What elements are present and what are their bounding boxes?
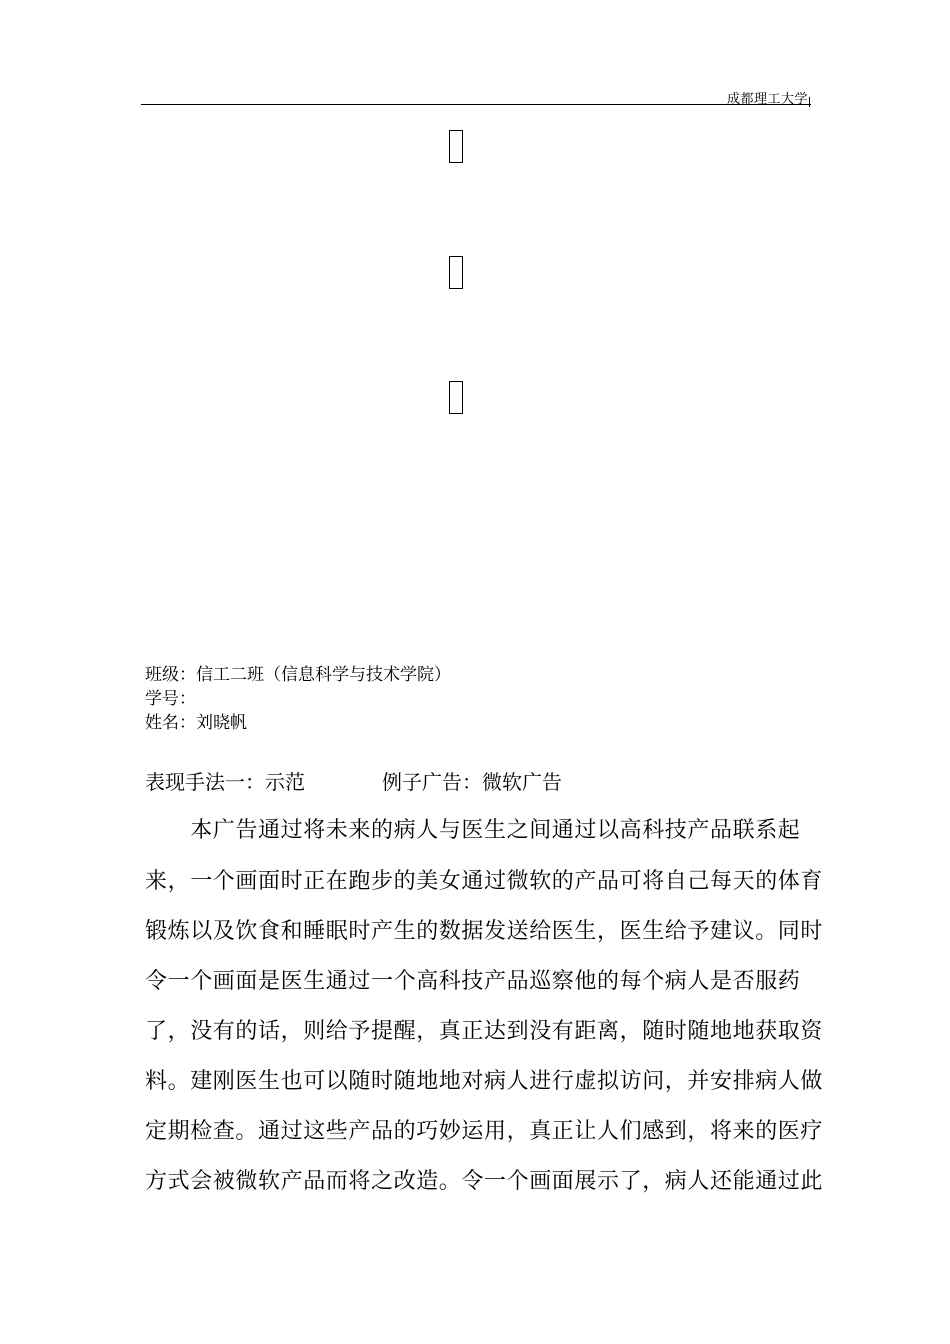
example-label: 例子广告：微软广告	[382, 770, 562, 794]
body-line: 定期检查。通过这些产品的巧妙运用，真正让人们感到，将来的医疗	[145, 1119, 824, 1144]
body-line: 锻炼以及饮食和睡眠时产生的数据发送给医生，医生给予建议。同时	[145, 919, 824, 944]
name-line: 姓名：刘晓帆	[145, 713, 247, 733]
student-id-line: 学号：	[145, 689, 196, 709]
section-heading	[145, 768, 562, 796]
header-rule-tick	[809, 97, 810, 107]
body-line: 方式会被微软产品而将之改造。令一个画面展示了，病人还能通过此	[145, 1169, 824, 1194]
header-rule	[141, 104, 811, 105]
missing-glyph-box-1	[449, 130, 463, 163]
technique-label: 表现手法一：示范	[145, 770, 305, 794]
header-university: 成都理工大学	[726, 92, 808, 107]
body-line: 来，一个画面时正在跑步的美女通过微软的产品可将自己每天的体育	[145, 869, 824, 894]
class-line: 班级：信工二班（信息科学与技术学院）	[145, 665, 451, 685]
missing-glyph-box-2	[449, 256, 463, 289]
body-line: 令一个画面是医生通过一个高科技产品巡察他的每个病人是否服药	[145, 969, 801, 994]
body-line: 了，没有的话，则给予提醒，真正达到没有距离，随时随地地获取资	[145, 1019, 824, 1044]
body-line: 料。建刚医生也可以随时随地地对病人进行虚拟访问，并安排病人做	[145, 1069, 824, 1094]
body-line: 本广告通过将未来的病人与医生之间通过以高科技产品联系起	[145, 818, 801, 843]
missing-glyph-box-3	[449, 381, 463, 414]
